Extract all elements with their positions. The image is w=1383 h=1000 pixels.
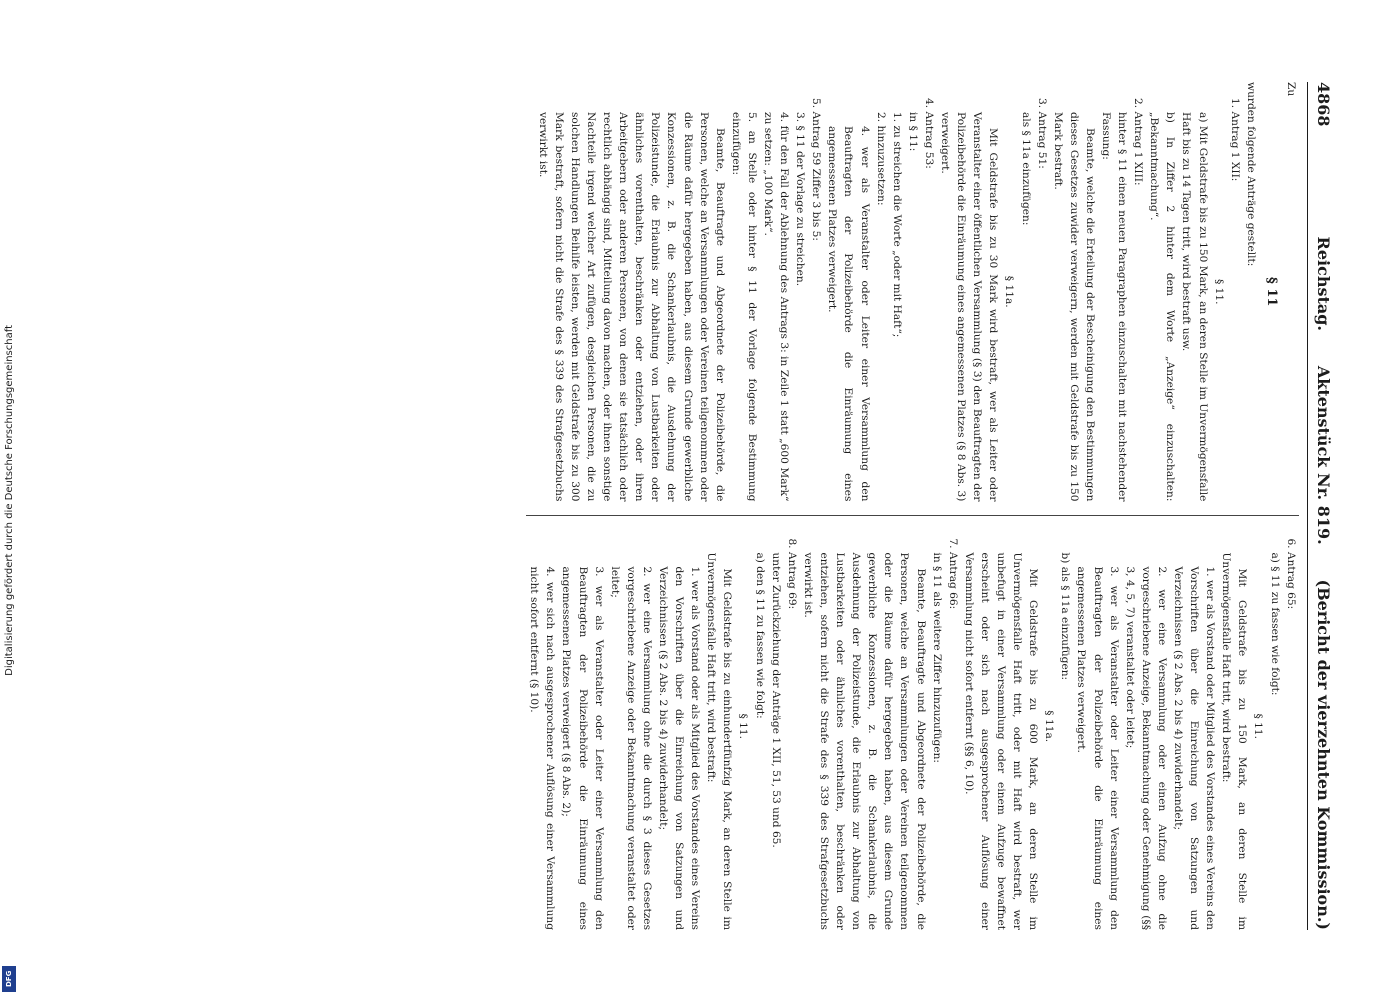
paragraph: 6. Antrag 65:: [1284, 538, 1297, 610]
paragraph: Beamte, Beauftragte und Abgeordnete der Polizeibehörde, die Personen, welche an Versammlungen oder Vereinen teilgenommen oder die Räume dafür hergegeben haben, aus diesem Grunde gewerbliche Konzessionen, z. B. die Schankerlaubnis, die Ausdehnung der Polizeistunde, die Erlaubnis zur Abhaltung von Lustbarkeiten oder ähnliches vorenthalten, beschränken oder entziehen, sofern nicht die Strafe des § 339 des Strafgesetzbuchs verwirkt ist.: [801, 552, 927, 930]
paragraph: 3. wer als Veranstalter oder Leiter einer Versammlung den Beauftragten der Polizeibehörde die Einräumung eines angemessenen Platzes verweigert.: [1075, 566, 1120, 930]
right-text-column: [526, 516, 1299, 930]
paragraph: 4. für den Fall der Ablehnung des Antrags 3: in Zeile 1 statt „600 Mark“ zu setzen: „100 Mark“.: [762, 112, 791, 502]
left-text-column: [526, 82, 1299, 516]
paragraph: Mit Geldstrafe bis zu 600 Mark, an deren Stelle im Unvermögensfalle Haft tritt, oder mit Haft wird bestraft, wer unbefugt in einer Versammlung oder einem Aufzuge bewaffnet erscheint oder sich nach ausgesprochener Auflösung einer Versammlung nicht sofort entfernt (§§ 6, 10).: [962, 552, 1040, 930]
paragraph: 1. Antrag 1 XII:: [1228, 98, 1241, 182]
paragraph: Mit Geldstrafe bis zu 30 Mark wird bestraft, wer als Leiter oder Veranstalter einer öffentlichen Versammlung (§ 3) den Beauftragten der Polizeibehörde die Einräumung eines angemessenen Platzes (§ 8 Abs. 3) verweigert.: [939, 112, 1000, 502]
paragraph: a) § 11 zu fassen wie folgt:: [1268, 552, 1281, 696]
dfg-logo: DFG: [2, 966, 16, 992]
paragraph: 1. zu streichen die Worte „oder mit Haft“;: [890, 112, 903, 338]
paragraph: a) den § 11 zu fassen wie folgt:: [753, 552, 766, 719]
paragraph: 2. Antrag 1 XIII:: [1132, 98, 1145, 186]
credit-strip: [0, 0, 18, 1000]
paragraph: a) Mit Geldstrafe bis zu 150 Mark, an deren Stelle im Unvermögensfalle Haft bis zu 14 Tagen tritt, wird bestraft usw.: [1180, 112, 1209, 502]
page-number: 4868: [1314, 82, 1333, 127]
paragraph: 3. Antrag 51:: [1035, 98, 1048, 169]
paragraph: b) In Ziffer 2 hinter dem Worte „Anzeige“ einzuschalten: „Bekanntmachung“.: [1148, 112, 1177, 502]
paragraph: § 11.: [737, 713, 750, 739]
paragraph: § 11a.: [1003, 275, 1016, 308]
paragraph: b) als § 11a einzufügen:: [1059, 552, 1072, 681]
paragraph: 7. Antrag 66:: [946, 538, 959, 610]
paragraph: 5. an Stelle oder hinter § 11 der Vorlage folgende Bestimmung einzufügen:: [729, 112, 758, 502]
paragraph: Beamte, welche die Erteilung der Bescheinigung den Bestimmungen dieses Gesetzes zuwider verweigern, werden mit Geldstrafe bis zu 150 Mark bestraft.: [1051, 112, 1096, 502]
paragraph: 4. Antrag 53:: [922, 98, 935, 169]
paragraph: 8. Antrag 69:: [785, 538, 798, 610]
paragraph: 5. Antrag 59 Ziffer 3 bis 5:: [810, 98, 823, 241]
header-section: Reichstag.: [1314, 236, 1333, 331]
paragraph: als § 11a einzufügen:: [1019, 112, 1032, 226]
paragraph: 4. wer als Veranstalter oder Leiter einer Versammlung den Beauftragten der Polizeibehörde die Einräumung eines angemessenen Platzes verweigert.: [826, 126, 871, 502]
paragraph: in § 11:: [906, 112, 919, 152]
paragraph: Mit Geldstrafe bis zu 150 Mark, an deren Stelle im Unvermögensfalle Haft tritt, wird bestraft:: [1220, 552, 1249, 930]
paragraph: unter Zurückziehung der Anträge 1 XII, 51, 53 und 65.: [769, 552, 782, 848]
credit-text: Digitalisierung gefördert durch die Deutsche Forschungsgemeinschaft: [3, 324, 15, 676]
paragraph: 1. wer als Vorstand oder Mitglied des Vorstandes eines Vereins den Vorschriften über die Einreichung von Satzungen und Verzeichnissen (§ 2 Abs. 2 bis 4) zuwiderhandelt;: [1172, 566, 1217, 930]
paragraph: wurden folgende Anträge gestellt:: [1244, 82, 1257, 267]
paragraph: hinter § 11 einen neuen Paragraphen einzuschalten mit nachstehender Fassung:: [1100, 112, 1129, 502]
paragraph: 4. wer sich nach ausgesprochener Auflösung einer Versammlung nicht sofort entfernt (§ 10).: [528, 566, 557, 930]
paragraph: 2. wer eine Versammlung ohne die durch § 3 dieses Gesetzes vorgeschriebene Anzeige oder Bekanntmachung veranstaltet oder leitet;: [608, 566, 653, 930]
paragraph: § 11: [1263, 277, 1279, 307]
paragraph: 3. wer als Veranstalter oder Leiter einer Versammlung den Beauftragten der Polizeibehörde die Einräumung eines angemessenen Platzes verweigert (§ 8 Abs. 2);: [560, 566, 605, 930]
header-subtitle: (Bericht der vierzehnten Kommission.): [1314, 579, 1333, 930]
header-document: Aktenstück Nr. 819.: [1314, 365, 1333, 545]
paragraph: 3. § 11 der Vorlage zu streichen.: [794, 112, 807, 287]
paragraph: § 11a.: [1043, 710, 1056, 743]
paragraph: Beamte, Beauftragte und Abgeordnete der Polizeibehörde, die Personen, welche an Versammlungen oder Vereinen teilgenommen oder die Räume dafür hergegeben haben, aus diesem Grunde gewerbliche Konzessionen, z. B. die Schankerlaubnis, die Ausdehnung der Polizeistunde, die Erlaubnis zur Abhaltung von Lustbarkeiten oder ähnliches vorenthalten, beschränken oder entziehen, oder ihren Arbeitgebern oder anderen Personen, von denen sie tatsächlich oder rechtlich abhängig sind, Mitteilung davon machen, oder ihnen sonstige Nachteile irgend welcher Art zufügen, desgleichen Personen, die zu solchen Handlungen Beihilfe leisten, werden mit Geldstrafe bis zu 300 Mark bestraft, sofern nicht die Strafe des § 339 des Strafgesetzbuchs verwirkt ist.: [536, 112, 726, 502]
paragraph: 1. wer als Vorstand oder als Mitglied des Vorstandes eines Vereins den Vorschriften über die Einreichung von Satzungen und Verzeichnissen (§ 2 Abs. 2 bis 4) zuwiderhandelt;: [657, 566, 702, 930]
paragraph: 2. hinzuzusetzen:: [874, 112, 887, 206]
paragraph: § 11.: [1212, 278, 1225, 305]
paragraph: Mit Geldstrafe bis zu einhundertfünfzig Mark, an deren Stelle im Unvermögensfalle Haft tritt, wird bestraft:: [705, 552, 734, 930]
paragraph: in § 11 als weitere Ziffer hinzuzufügen:: [930, 552, 943, 763]
page-header: [1307, 82, 1335, 930]
paragraph: Zu: [1284, 82, 1297, 97]
paragraph: § 11.: [1252, 713, 1265, 739]
paragraph: 2. wer eine Versammlung oder einen Aufzug ohne die vorgeschriebene Anzeige, Bekanntmachung oder Genehmigung (§§ 3, 4, 5, 7) veranstaltet oder leitet;: [1123, 566, 1168, 930]
